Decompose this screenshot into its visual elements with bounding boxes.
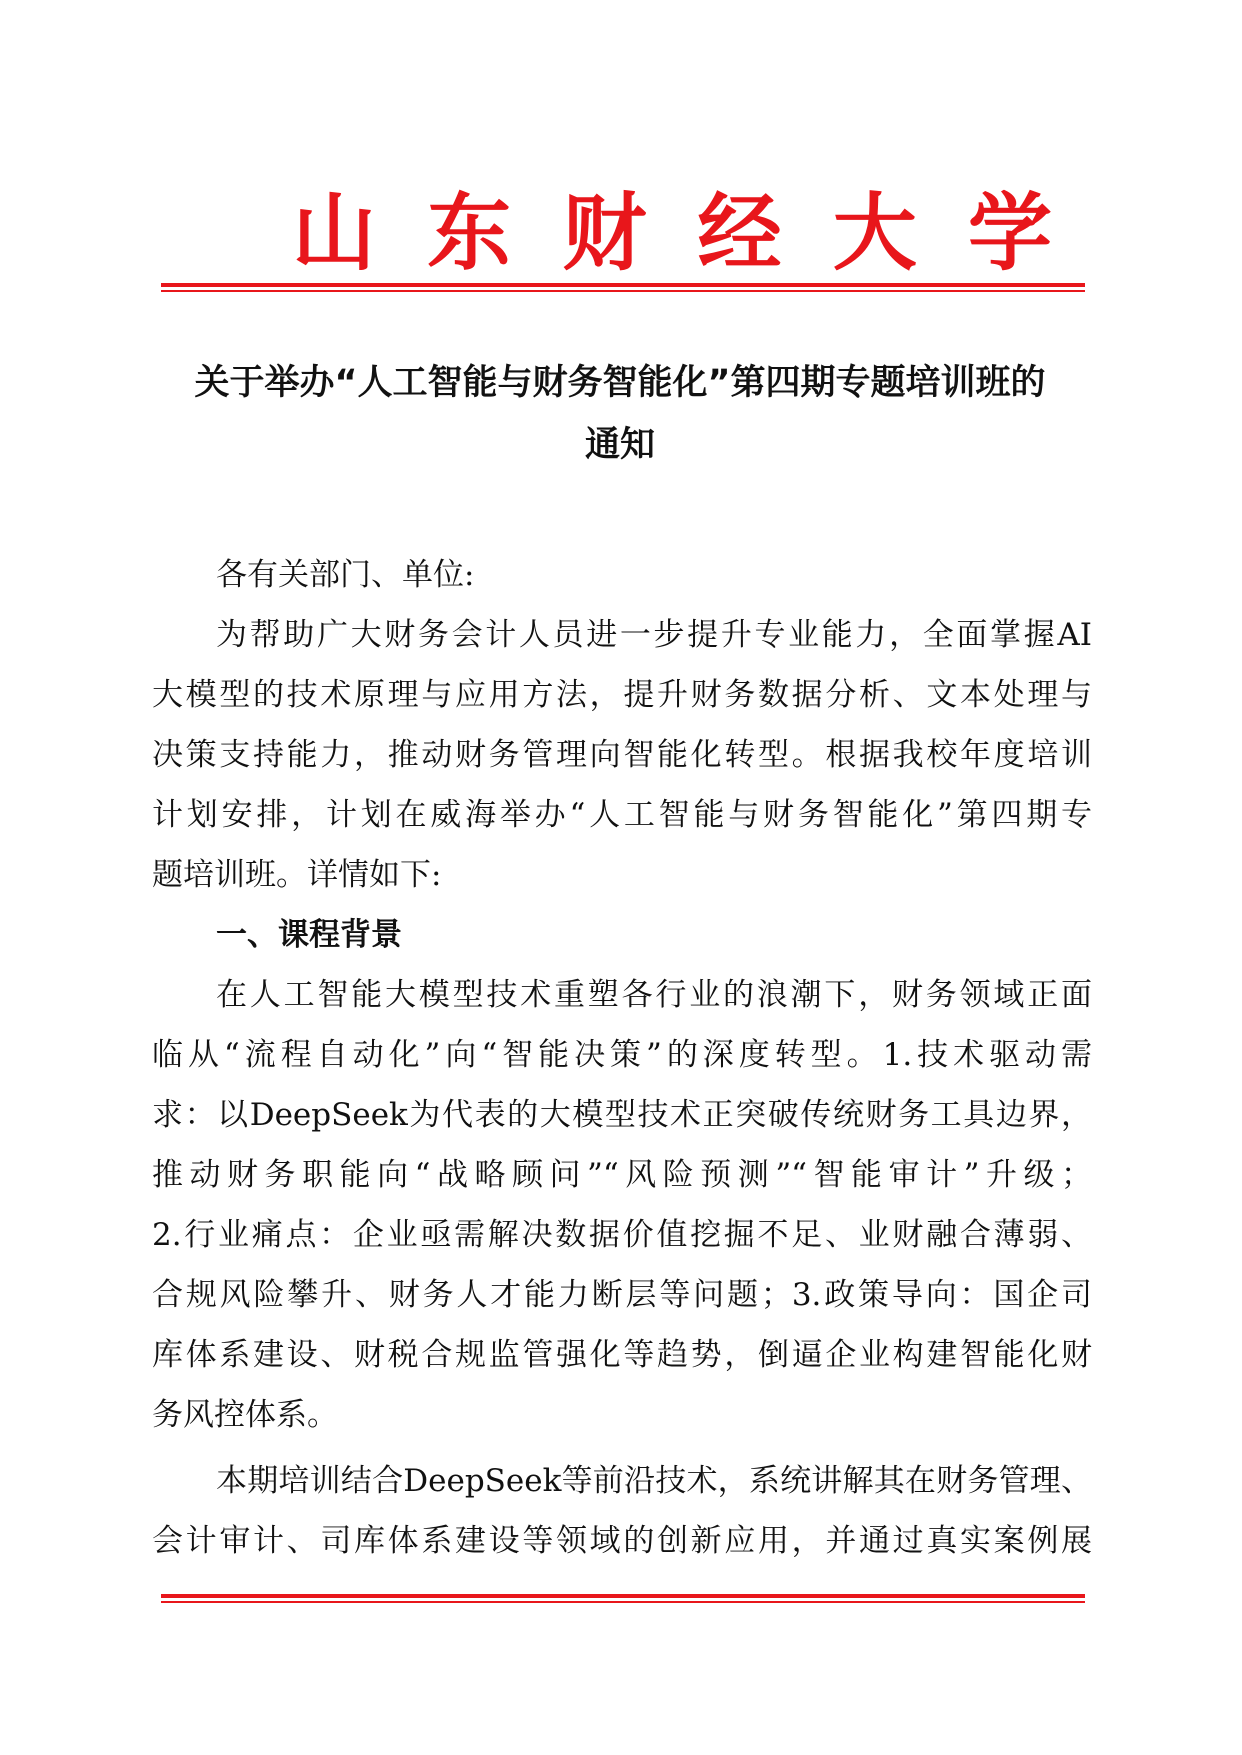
masthead-char: 经 (697, 183, 782, 282)
header-red-rule (161, 283, 1085, 292)
paragraph-line: 2.行业痛点：企业亟需解决数据价值挖掘不足、业财融合薄弱、 (152, 1217, 1092, 1253)
paragraph-line: 求：以DeepSeek为代表的大模型技术正突破传统财务工具边界， (152, 1097, 1092, 1133)
masthead-char: 山 (292, 183, 377, 282)
document-body (152, 545, 1092, 1571)
paragraph-line: 在人工智能大模型技术重塑各行业的浪潮下，财务领域正面 (216, 977, 1092, 1013)
paragraph-line: 库体系建设、财税合规监管强化等趋势，倒逼企业构建智能化财 (152, 1337, 1092, 1373)
paragraph-line: 推动财务职能向“战略顾问”“风险预测”“智能审计”升级； (152, 1157, 1092, 1193)
salutation: 各有关部门、单位: (216, 557, 475, 593)
paragraph-line: 本期培训结合DeepSeek等前沿技术，系统讲解其在财务管理、 (216, 1463, 1092, 1499)
title-line: 通知 (584, 425, 655, 465)
masthead-char: 大 (832, 183, 917, 282)
intro-paragraph (152, 605, 1092, 905)
masthead-char: 财 (562, 183, 647, 282)
document-title (150, 352, 1090, 476)
paragraph-line: 临从“流程自动化”向“智能决策”的深度转型。1.技术驱动需 (152, 1037, 1092, 1073)
masthead-char: 东 (427, 183, 512, 282)
institution-name (292, 185, 1052, 281)
section-heading: 一、课程背景 (216, 917, 402, 953)
title-line: 关于举办“人工智能与财务智能化”第四期专题培训班的 (194, 363, 1046, 403)
paragraph-line: 计划安排，计划在威海举办“人工智能与财务智能化”第四期专 (152, 797, 1092, 833)
paragraph-line: 合规风险攀升、财务人才能力断层等问题；3.政策导向：国企司 (152, 1277, 1092, 1313)
footer-red-rule (161, 1594, 1085, 1603)
paragraph-line: 决策支持能力，推动财务管理向智能化转型。根据我校年度培训 (152, 737, 1092, 773)
background-paragraph (152, 965, 1092, 1445)
masthead-char: 学 (967, 183, 1052, 282)
paragraph-line: 题培训班。详情如下: (152, 857, 442, 893)
masthead (0, 185, 1242, 295)
paragraph-line: 大模型的技术原理与应用方法，提升财务数据分析、文本处理与 (152, 677, 1092, 713)
training-paragraph (152, 1451, 1092, 1571)
paragraph-line: 会计审计、司库体系建设等领域的创新应用，并通过真实案例展 (152, 1523, 1092, 1559)
paragraph-line: 务风控体系。 (152, 1397, 338, 1433)
paragraph-line: 为帮助广大财务会计人员进一步提升专业能力，全面掌握AI (216, 617, 1092, 653)
